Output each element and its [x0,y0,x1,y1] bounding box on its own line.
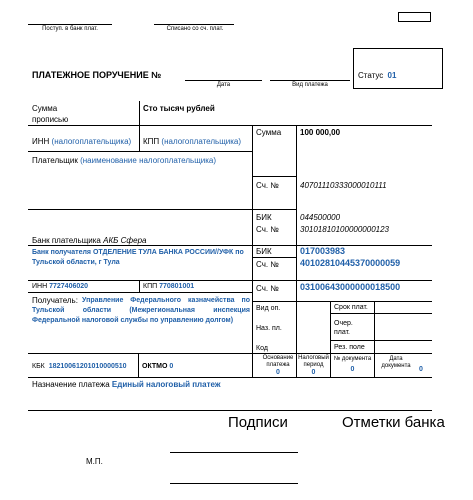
period-label: Налоговый период [298,355,329,368]
basis-value: 0 [276,369,280,376]
purpose-bottom-line [28,410,432,411]
status-value: 01 [387,71,397,80]
payer-bank-bik-label: БИК [256,213,272,222]
received-label: Поступ. в банк плат. [42,26,98,32]
payer-bank-value: АКБ Сфера [103,236,147,245]
row-line-1 [28,125,432,126]
payment-purpose-value: Единый налоговый платеж [111,380,221,389]
date-label: Дата [216,82,231,88]
document-title: ПЛАТЕЖНОЕ ПОРУЧЕНИЕ № [32,70,162,80]
row-line-10 [330,313,432,314]
recipient-acc-value: 03100643000000018500 [300,282,401,292]
queue-label-1: Очер. [334,320,353,327]
col-line-right [296,125,297,301]
col-line-op [296,301,297,353]
payer-kpp: КПП (налогоплательщика) [143,137,242,146]
purpose-code-label: Наз. пл. [256,325,282,332]
signatures-heading: Подписи [228,414,288,431]
tax-col-2 [252,353,253,377]
payer-kpp-value: (налогоплательщика) [161,137,242,146]
recipient-inn-value: 7727406020 [49,283,89,290]
amount-words-label-1: Сумма [32,104,58,113]
recipient-bank-bik-label: БИК [256,247,272,256]
debited-label: Списано со сч. плат. [166,26,224,32]
payer-bank-acc-label: Сч. № [256,225,279,234]
received-line [28,24,112,25]
recipient-bank-acc-label: Сч. № [256,260,279,269]
row-line-11 [330,340,432,341]
period-value: 0 [311,369,316,376]
doc-date-label: Дата документа [381,356,411,369]
col-line-kpp [139,125,140,151]
recipient-bank: Банк получателя ОТДЕЛЕНИЕ ТУЛА БАНКА РОССИИ//УФК по Тульской области, г Тула [32,249,244,266]
amount-value: 100 000,00 [300,128,341,137]
code-label: Код [256,345,268,352]
payer-inn: ИНН (налогоплательщика) [32,137,132,146]
col-line-main [252,125,253,353]
reserve-label: Рез. поле [334,344,365,351]
oktmo-value: 0 [169,363,174,370]
col-line-op3 [374,301,375,353]
payer-bank-acc-value: 30101810100000000123 [300,225,389,234]
recipient-name-value: Управление Федерального казначейства по Тульской области (Межрегиональная инспекция Федеральной налоговой службы по управлению долгом) [32,297,250,324]
due-label: Срок плат. [334,304,368,311]
recipient-kpp: КПП 770801001 [143,283,195,290]
debited-line [154,24,234,25]
number-line [185,80,262,81]
recipient-bank-bik-value: 017003983 [300,246,346,256]
payment-purpose: Назначение платежа Единый налоговый платеж [32,380,221,389]
payer-name-value: (наименование налогоплательщика) [80,156,217,165]
row-line-2 [28,151,252,152]
row-line-7 [28,280,432,281]
queue-label-2: плат. [334,329,350,336]
oktmo: ОКТМО 0 [142,363,174,370]
amount-words-label-2: прописью [32,115,69,124]
doc-date-value: 0 [419,366,423,373]
row-line-5 [28,245,432,246]
col-line-kpp-recipient [139,280,140,292]
doc-num-value: 0 [350,366,355,373]
bank-marks-heading: Отметки банка [342,414,445,431]
signature-line-1 [170,452,298,453]
signature-line-2 [170,483,298,484]
status-box [353,48,443,89]
payer-account-label: Сч. № [256,181,279,190]
amount-words-divider [139,101,140,125]
kbk-value: 18210061201010000510 [48,363,127,370]
tax-col-1 [138,353,139,377]
row-line-9 [252,301,432,302]
row-line-12 [28,353,432,354]
col-line-op2 [330,301,331,353]
stamp-label: М.П. [86,457,103,466]
payer-bank-bik-value: 044500000 [300,213,341,222]
recipient-inn: ИНН 7727406020 [32,283,89,290]
status-label: Статус 01 [358,71,397,80]
basis-label: Основание платежа [262,355,294,368]
payer-account-value: 40701110333000010111 [300,181,387,190]
row-line-13 [28,377,432,378]
row-line-8 [28,292,252,293]
payer-name: Плательщик (наименование налогоплательщика) [32,156,217,165]
row-line-3 [252,176,296,177]
date-line [270,80,350,81]
amount-label: Сумма [256,128,282,137]
amount-words-value: Сто тысяч рублей [143,104,215,113]
op-type-label: Вид оп. [256,305,281,312]
recipient-name-label: Получатель: [32,296,78,305]
doc-num-label: № документа [333,356,372,362]
recipient-bank-value: ОТДЕЛЕНИЕ ТУЛА БАНКА РОССИИ//УФК по Тульской области, г Тула [32,249,244,266]
recipient-kpp-value: 770801001 [159,283,195,290]
form-code-box [398,12,431,22]
tax-col-5 [374,353,375,377]
recipient-acc-label: Сч. № [256,284,279,293]
row-line-4 [28,209,296,210]
payer-inn-value: (налогоплательщика) [51,137,132,146]
payment-type-label: Вид платежа [292,82,328,88]
recipient-bank-acc-value: 40102810445370000059 [300,258,401,268]
kbk: КБК 18210061201010000510 [32,363,127,370]
payer-bank: Банк плательщика АКБ Сфера [32,236,147,245]
row-line-6 [252,257,296,258]
